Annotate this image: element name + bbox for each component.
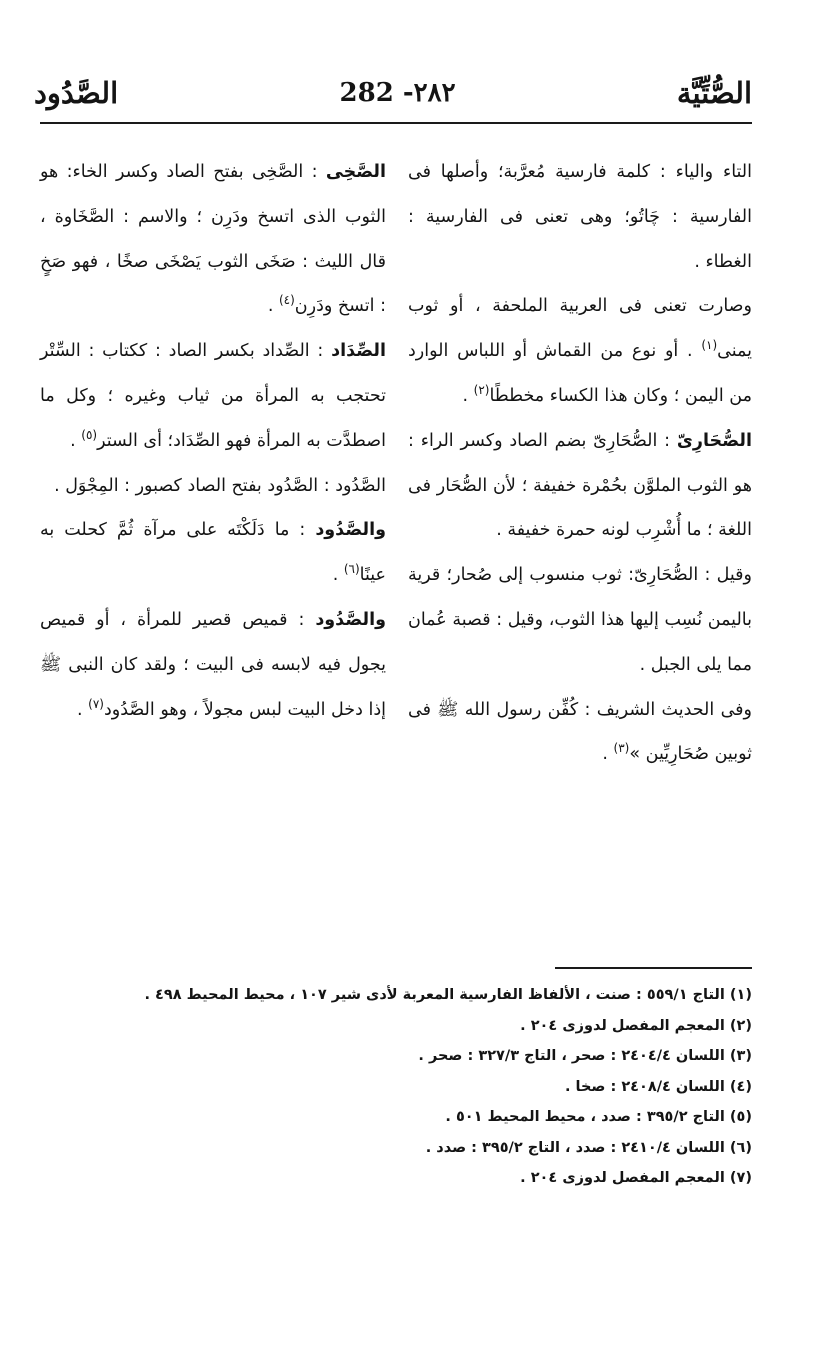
header-divider	[40, 122, 752, 124]
footnote-6: (٦) اللسان ٢٤١٠/٤ : صدد ، التاج ٣٩٥/٢ : صدد .	[425, 1139, 752, 1156]
entry-text: : ما دَلَكْتَه على مرآة ثُمَّ كحلت به عينًا	[40, 520, 386, 586]
entry-paragraph	[408, 688, 752, 778]
footnote-1: (١) التاج ٥٥٩/١ : صنت ، الألفاظ الفارسية المعربة لأدى شير ١٠٧ ، محيط المحيط ٤٩٨ .	[144, 987, 752, 1003]
entry-paragraph	[408, 419, 752, 553]
footnote-2: (٢) المعجم المفصل لدوزى ٢٠٤ .	[520, 1017, 752, 1034]
header-first-entry: الصُّتِّيَّة	[676, 76, 752, 110]
entry-text: : قميص قصير للمرأة ، أو قميص يجول فيه لابسه فى البيت ؛ ولقد كان النبى ﷺ إذا دخل البيت لبس مجولاً ، وهو الصَّدُود	[40, 609, 386, 720]
entry-headword: الصُّحَارِىّ	[676, 430, 752, 451]
entry-text: : الصِّداد بكسر الصاد : ككتاب : السِّتْر تحتجب به المرأة من ثياب وغيره ؛ وكل ما اصطدَّت به المرأة فهو الصِّدَاد؛ أى الستر	[40, 341, 386, 451]
entry-paragraph	[40, 598, 386, 732]
entry-headword: والصَّدُود	[315, 609, 386, 630]
footnote-7: (٧) المعجم المفصل لدوزى ٢٠٤ .	[520, 1170, 752, 1186]
entry-text: .	[332, 565, 344, 586]
entry-text: .	[76, 699, 89, 720]
entry-text: .	[70, 430, 82, 451]
page-number: 282 -٢٨٢	[339, 78, 456, 108]
entry-text: : الصَّخِى بفتح الصاد وكسر الخاء: هو الثوب الذى اتسخ ودَرِن ؛ والاسم : الصَّخَاوة ، قال الليث : صَخَى الثوب يَصْخَى صخًا ، فهو صَخٍ : اتسخ ودَرِن	[40, 162, 386, 317]
footnote-ref: (٥)	[81, 427, 98, 442]
entry-text: .	[267, 296, 279, 317]
right-column	[408, 150, 752, 777]
entry-text: الصَّدُود : الصَّدُود بفتح الصاد كصبور : المِجْوَل .	[54, 475, 386, 496]
entry-headword: والصَّدُود	[315, 520, 386, 541]
entry-text: . أو نوع من القماش أو اللباس الوارد من اليمن ؛ وكان هذا الكساء مخططًا	[408, 341, 752, 406]
footnote-ref: (٢)	[473, 383, 490, 398]
entry-text: .	[602, 744, 614, 765]
header-last-entry: الصَّدُود	[34, 76, 119, 110]
entry-text: وقيل : الصُّحَارِىّ: ثوب منسوب إلى صُحار؛ قرية باليمن نُسِب إليها هذا الثوب، وقيل : قصبة عُمان مما يلى الجبل .	[408, 565, 752, 675]
entry-text: وصارت تعنى فى العربية الملحفة ، أو ثوب يمنى	[408, 296, 752, 362]
footnote-4: (٤) اللسان ٢٤٠٨/٤ : صخا .	[564, 1078, 752, 1095]
entry-paragraph	[40, 464, 386, 509]
entry-paragraph	[40, 329, 386, 463]
entry-paragraph	[408, 553, 752, 687]
entry-headword: الصِّدَاد	[331, 341, 386, 362]
footnote-ref: (٦)	[343, 562, 360, 577]
footnote-ref: (٤)	[278, 293, 295, 308]
left-column	[40, 150, 386, 732]
footnote-ref: (٧)	[88, 696, 104, 711]
footnote-ref: (٣)	[613, 741, 630, 756]
entry-paragraph	[408, 284, 752, 418]
entry-paragraph	[40, 508, 386, 598]
footnote-ref: (١)	[701, 338, 718, 353]
entry-text: التاء والياء : كلمة فارسية مُعرَّبة؛ وأصلها فى الفارسية : چَاتُو؛ وهى تعنى فى الفارسية : الغطاء .	[408, 162, 752, 272]
entry-text: وفى الحديث الشريف : كُفِّن رسول الله ﷺ فى ثوبين صُحَارِيِّين »	[408, 699, 752, 765]
entry-headword: الصَّخِى	[325, 162, 386, 182]
running-header	[34, 70, 752, 116]
footnotes	[52, 980, 752, 1194]
footnote-5: (٥) التاج ٣٩٥/٢ : صدد ، محيط المحيط ٥٠١ .	[445, 1109, 752, 1125]
footnote-divider	[555, 967, 752, 969]
entry-paragraph	[408, 150, 752, 284]
entry-paragraph	[40, 150, 386, 329]
entry-text: : الصُّحَارِىّ بضم الصاد وكسر الراء : هو الثوب الملوَّن بحُمْرة خفيفة ؛ لأن الصُّحَار فى اللغة ؛ ما أُشْرِب لونه حمرة خفيفة .	[408, 430, 752, 541]
footnote-3: (٣) اللسان ٢٤٠٤/٤ : صحر ، التاج ٣٢٧/٣ : صحر .	[418, 1048, 752, 1064]
entry-text: .	[462, 385, 474, 406]
